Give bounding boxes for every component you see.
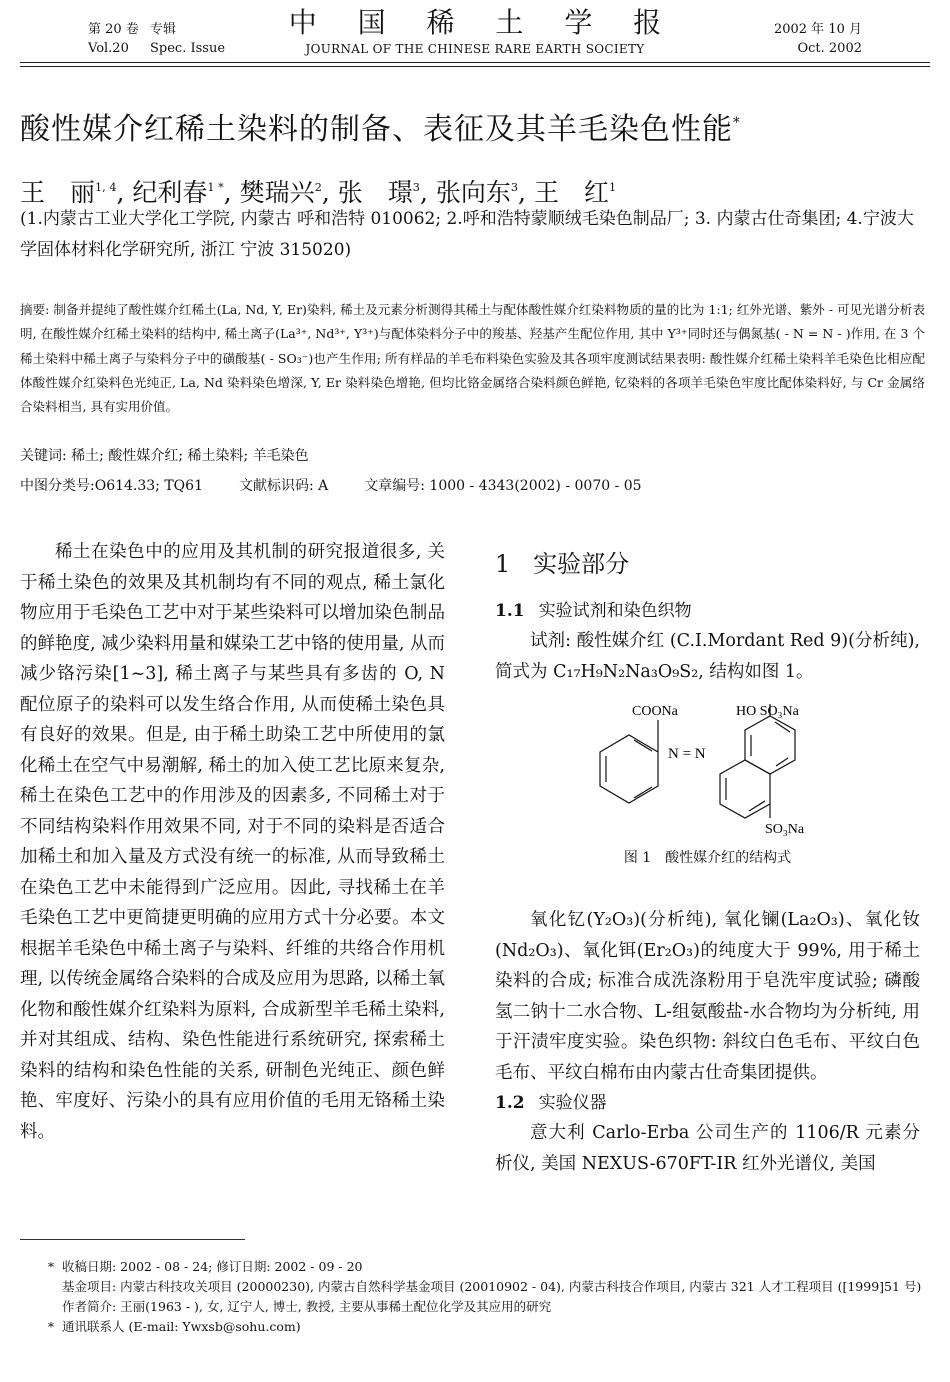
title-text: 酸性媒介红稀土染料的制备、表征及其羊毛染色性能	[20, 112, 733, 148]
footnotes	[40, 1257, 925, 1337]
footnote-mark: *	[47, 1259, 55, 1274]
left-column	[20, 537, 445, 1147]
issue-en: Spec. Issue	[150, 41, 226, 56]
volume-cn: 第 20 卷	[88, 22, 139, 37]
right-column-lower	[495, 905, 920, 1179]
header-rule-bottom	[20, 66, 930, 67]
author-affil: 2	[314, 181, 322, 194]
journal-title-cn: 中 国 稀 土 学 报	[288, 6, 678, 39]
classification: 中图分类号:O614.33; TQ61	[20, 478, 203, 494]
footnote-mark: *	[47, 1319, 55, 1334]
subsection-heading	[495, 1088, 920, 1118]
reagent-paragraph: 试剂: 酸性媒介红 (C.I.Mordant Red 9)(分析纯), 简式为 C₁₇H₉N₂Na₃O₉S₂, 结构如图 1。	[495, 631, 920, 682]
date-en: Oct. 2002	[797, 41, 862, 56]
subsection-number: 1.1	[495, 601, 525, 621]
keywords: 关键词: 稀土; 酸性媒介红; 稀土染料; 羊毛染色	[20, 448, 309, 464]
document-code: 文献标识码: A	[238, 478, 329, 494]
so3na-label: SO₃Na	[765, 822, 805, 837]
header-right	[774, 20, 862, 58]
author-name: 樊瑞兴	[239, 178, 315, 208]
author-name: 纪利春	[132, 178, 208, 208]
section-title: 实验部分	[533, 550, 630, 578]
naphthalene-ring-lower	[720, 760, 770, 818]
paper-title	[20, 103, 741, 150]
section-number: 1	[495, 550, 511, 578]
subsection-number: 1.2	[495, 1093, 525, 1113]
right-column	[495, 546, 920, 687]
footnote-text: 通讯联系人 (E-mail: Ywxsb@sohu.com)	[62, 1319, 301, 1334]
coona-label: COONa	[632, 704, 678, 719]
date-cn: 2002 年 10 月	[773, 22, 862, 37]
author-name: 王 红	[533, 178, 609, 208]
footnote	[40, 1277, 925, 1297]
title-footnote-mark: *	[733, 115, 741, 131]
footnote	[40, 1317, 925, 1337]
journal-title-en: JOURNAL OF THE CHINESE RARE EARTH SOCIETY	[305, 42, 645, 56]
ho-so3na-label: HO SO₃Na	[736, 704, 799, 719]
figure-caption: 图 1 酸性媒介红的结构式	[623, 850, 792, 866]
author-affil: 1 *	[207, 181, 224, 194]
footnote-text: 作者简介: 王丽(1963 - ), 女, 辽宁人, 博士, 教授, 主要从事稀土配位化学及其应用的研究	[62, 1299, 552, 1314]
author-name: 王 丽	[20, 178, 96, 208]
intro-paragraph: 稀土在染色中的应用及其机制的研究报道很多, 关于稀土染色的效果及其机制均有不同的观点, 稀土氯化物应用于毛染色工艺中对于某些染料可以增加染色制品的鲜艳度, 减少染料用量和媒染工艺中铬的使用量, 从而减少铬污染[1~3], 稀土离子与某些具有多齿的 O, N 配位原子的染料可以发生络合作用, 从而使稀土染色具有良好的效果。但是, 由于稀土助染工艺中所使用的氯化稀土在空气中易潮解, 稀土的加入使工艺比原来复杂, 稀土在染色工艺中的作用涉及的因素多, 不同稀土对于不同结构染料作用效果不同, 对于不同的染料是否适合加稀土和加入量及方式没有统一的标准, 从而导致稀土在染色工艺中未能得到广泛应用。因此, 寻找稀土在羊毛染色工艺中更简捷更明确的应用方式十分必要。本文根据羊毛染色中稀土离子与染料、纤维的共络合作用机理, 以传统金属络合染料的合成及应用为思路, 以稀土氧化物和酸性媒介红染料为原料, 合成新型羊毛稀土染料, 并对其组成、结构、染色性能进行系统研究, 探索稀土染料的结构和染色性能的关系, 研制色光纯正、颜色鲜艳、牢度好、污染小的具有应用价值的毛用无铬稀土染料。	[20, 542, 445, 1142]
header-rule-top	[20, 62, 930, 63]
abstract: 摘要: 制备并提纯了酸性媒介红稀土(La, Nd, Y, Er)染料, 稀土及元素分析测得其稀土与配体酸性媒介红染料物质的量的比为 1:1; 红外光谱、紫外 - 可见光谱分析表明, 在酸性媒介红稀土染料的结构中, 稀土离子(La³⁺, Nd³⁺, Y³⁺)与配体染料分子中的羧基、羟基产生配位作用, 其中 Y³⁺同时还与偶氮基( - N = N - )作用, 在 3 个稀土染料中稀土离子与染料分子中的磺酸基( - SO₃⁻)也产生作用; 所有样品的羊毛布料染色实验及其各项牢度测试结果表明: 酸性媒介红稀土染料羊毛染色比相应配体酸性媒介红染料色光纯正, La, Nd 染料染色增深, Y, Er 染料染色增艳, 但均比铬金属络合染料颜色鲜艳, 钇染料的各项羊毛染色牢度比配体染料好, 与 Cr 金属络合染料相当, 具有实用价值。	[20, 302, 925, 415]
naphthalene-ring-upper	[745, 716, 795, 774]
footnote	[40, 1257, 925, 1277]
footnote	[40, 1297, 925, 1317]
author-affil: 1, 4	[95, 181, 117, 194]
classification-line	[20, 475, 678, 497]
author-affil: 3	[412, 181, 420, 194]
footnote-rule	[20, 1239, 245, 1240]
author-list: 王 丽$^{1, 4}$, 纪利春$^{1 *}$, 樊瑞兴$^2$, 张 璟$^3$, 张向东$^3$, 王 红$^1$	[20, 178, 617, 208]
instrument-paragraph: 意大利 Carlo-Erba 公司生产的 1106/R 元素分析仪, 美国 NEXUS-670FT-IR 红外光谱仪, 美国	[495, 1123, 920, 1174]
volume-en: Vol.20	[88, 41, 129, 56]
author-name: 张 璟	[337, 178, 413, 208]
benzene-ring	[600, 735, 658, 803]
affiliations: (1.内蒙古工业大学化工学院, 内蒙古 呼和浩特 010062; 2.呼和浩特蒙顺绒毛染色制品厂; 3. 内蒙古仕奇集团; 4.宁波大学固体材料化学研究所, 浙江 宁波 315020)	[20, 209, 914, 260]
author-affil: 1	[608, 181, 617, 194]
author-name: 张向东	[435, 178, 511, 208]
subsection-heading	[495, 596, 920, 626]
issue-cn: 专辑	[150, 22, 177, 37]
section-heading	[495, 546, 920, 582]
azo-label: N = N	[668, 746, 706, 762]
footnote-text: 收稿日期: 2002 - 08 - 24; 修订日期: 2002 - 09 - 20	[62, 1259, 363, 1274]
author-affil: 3	[510, 181, 519, 194]
subsection-title: 实验试剂和染色织物	[538, 601, 692, 621]
oxides-paragraph: 氧化钇(Y₂O₃)(分析纯), 氧化镧(La₂O₃)、氧化钕(Nd₂O₃)、氧化铒(Er₂O₃)的纯度大于 99%, 用于稀土染料的合成; 标准合成洗涤粉用于皂洗牢度试验; 磷酸氢二钠十二水合物、L-组氨酸盐-水合物均为分析纯, 用于汗渍牢度实验。染色织物: 斜纹白色毛布、平纹白色毛布、平纹白棉布由内蒙古仕奇集团提供。	[495, 910, 920, 1083]
footnote-text: 基金项目: 内蒙古科技攻关项目 (20000230), 内蒙古自然科学基金项目 (20010902 - 04), 内蒙古科技合作项目, 内蒙古 321 人才工程项目 ([1999]51 号)	[62, 1279, 922, 1294]
article-number: 文章编号: 1000 - 4343(2002) - 0070 - 05	[364, 478, 642, 494]
subsection-title: 实验仪器	[538, 1093, 607, 1113]
